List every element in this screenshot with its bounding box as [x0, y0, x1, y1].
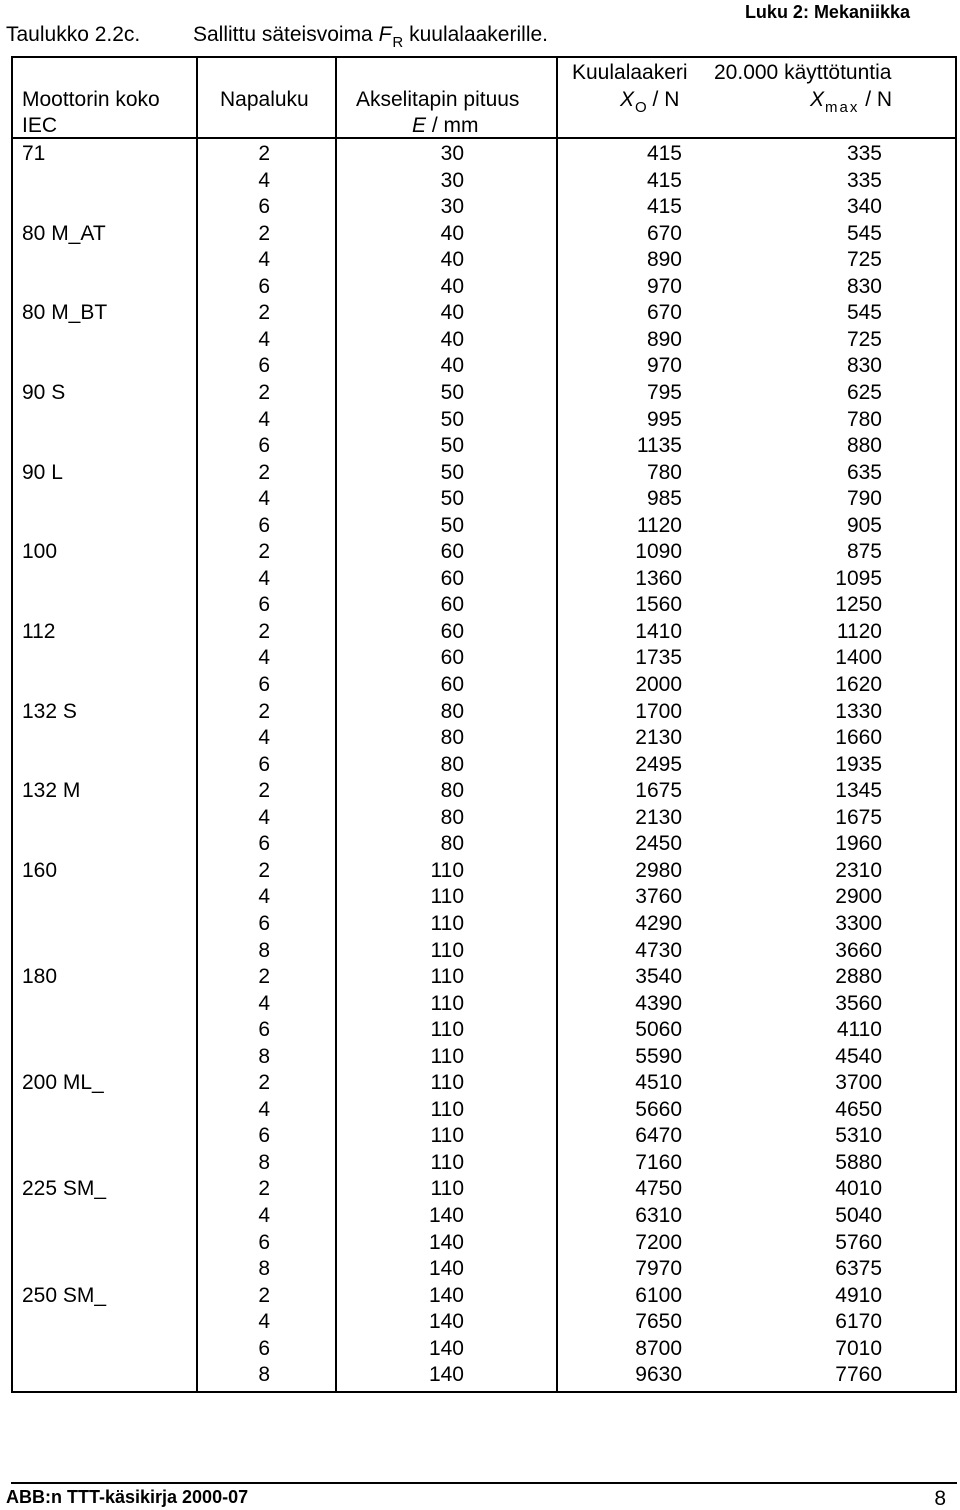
- shaft-length-cell: 60: [440, 567, 464, 590]
- shaft-length-cell: 110: [430, 1071, 464, 1094]
- xmax-cell: 4010: [835, 1177, 882, 1200]
- poles-cell: 2: [258, 540, 270, 563]
- footer-source: ABB:n TTT-käsikirja 2000-07: [6, 1487, 249, 1507]
- poles-cell: 6: [258, 1018, 270, 1041]
- x0-cell: 415: [646, 142, 682, 165]
- xmax-cell: 790: [846, 487, 882, 510]
- motor-size-cell: 200 ML_: [22, 1071, 104, 1094]
- xmax-cell: 725: [846, 328, 882, 351]
- xmax-cell: 1250: [835, 593, 882, 616]
- xmax-cell: 3660: [835, 939, 882, 962]
- xmax-cell: 905: [846, 514, 882, 537]
- x0-cell: 7650: [635, 1310, 682, 1333]
- poles-cell: 2: [258, 700, 270, 723]
- motor-size-cell: 180: [22, 965, 58, 988]
- x0-cell: 7200: [635, 1231, 682, 1254]
- x0-cell: 2450: [635, 832, 682, 855]
- shaft-length-cell: 40: [440, 301, 464, 324]
- shaft-length-cell: 60: [440, 646, 464, 669]
- shaft-length-cell: 110: [430, 1045, 464, 1068]
- x0-cell: 8700: [635, 1337, 682, 1360]
- poles-cell: 4: [258, 1098, 270, 1121]
- poles-cell: 6: [258, 673, 270, 696]
- poles-cell: 4: [258, 487, 270, 510]
- xmax-cell: 1120: [836, 620, 882, 643]
- title-suffix: kuulalaakerille.: [403, 23, 548, 46]
- motor-size-cell: 132 M: [22, 779, 81, 802]
- shaft-length-cell: 50: [440, 487, 464, 510]
- xmax-cell: 4540: [835, 1045, 882, 1068]
- x0-unit: / N: [646, 88, 680, 111]
- xmax-cell: 1935: [835, 753, 882, 776]
- page-number: 8: [934, 1487, 946, 1510]
- poles-cell: 2: [258, 859, 270, 882]
- shaft-length-cell: 140: [428, 1284, 464, 1307]
- shaft-length-cell: 50: [440, 434, 464, 457]
- shaft-length-cell: 110: [430, 992, 464, 1015]
- xmax-cell: 7010: [835, 1337, 882, 1360]
- motor-size-cell: 132 S: [22, 700, 77, 723]
- shaft-length-cell: 140: [428, 1363, 464, 1386]
- x0-cell: 9630: [635, 1363, 682, 1386]
- motor-size-cell: 250 SM_: [22, 1284, 107, 1307]
- shaft-length-cell: 110: [430, 1098, 464, 1121]
- col-x0: [620, 88, 680, 116]
- poles-cell: 4: [258, 328, 270, 351]
- xmax-cell: 830: [846, 354, 882, 377]
- shaft-length-cell: 140: [428, 1204, 464, 1227]
- xmax-cell: 1345: [835, 779, 882, 802]
- x0-cell: 890: [646, 328, 682, 351]
- x0-cell: 415: [646, 195, 682, 218]
- hours-label: 20.000 käyttötuntia: [714, 61, 892, 84]
- poles-cell: 2: [258, 1284, 270, 1307]
- shaft-length-cell: 140: [428, 1231, 464, 1254]
- shaft-length-cell: 30: [440, 169, 464, 192]
- x0-cell: 1700: [635, 700, 682, 723]
- xmax-cell: 5760: [835, 1231, 882, 1254]
- shaft-length-cell: 50: [440, 514, 464, 537]
- x0-cell: 4510: [635, 1071, 682, 1094]
- x0-cell: 1135: [636, 434, 682, 457]
- xmax-cell: 1400: [835, 646, 882, 669]
- xmax-cell: 635: [846, 461, 882, 484]
- x0-cell: 6470: [635, 1124, 682, 1147]
- poles-cell: 4: [258, 885, 270, 908]
- poles-cell: 4: [258, 1204, 270, 1227]
- shaft-length-cell: 50: [440, 381, 464, 404]
- x0-cell: 2000: [635, 673, 682, 696]
- motor-size-cell: 160: [22, 859, 58, 882]
- xmax-cell: 2900: [835, 885, 882, 908]
- shaft-length-cell: 140: [428, 1337, 464, 1360]
- shaft-length-cell: 110: [430, 1177, 464, 1200]
- poles-cell: 6: [258, 1124, 270, 1147]
- shaft-length-cell: 50: [440, 408, 464, 431]
- x0-cell: 970: [646, 354, 682, 377]
- poles-cell: 8: [258, 1045, 270, 1068]
- col-motor-line2: IEC: [22, 114, 58, 137]
- x0-cell: 2130: [635, 726, 682, 749]
- motor-size-cell: 225 SM_: [22, 1177, 107, 1200]
- shaft-length-cell: 80: [440, 779, 464, 802]
- xmax-cell: 6375: [835, 1257, 882, 1280]
- x0-cell: 970: [646, 275, 682, 298]
- chapter-label: Luku 2: Mekaniikka: [744, 2, 910, 22]
- shaft-length-cell: 80: [440, 753, 464, 776]
- poles-cell: 6: [258, 514, 270, 537]
- poles-cell: 6: [258, 434, 270, 457]
- xmax-cell: 335: [846, 142, 882, 165]
- poles-cell: 6: [258, 593, 270, 616]
- x0-cell: 780: [646, 461, 682, 484]
- poles-cell: 6: [258, 275, 270, 298]
- xmax-cell: 625: [846, 381, 882, 404]
- poles-cell: 2: [258, 222, 270, 245]
- shaft-length-cell: 60: [440, 620, 464, 643]
- x0-cell: 1410: [635, 620, 682, 643]
- x0-cell: 1735: [635, 646, 682, 669]
- xmax-cell: 1330: [835, 700, 882, 723]
- shaft-length-cell: 80: [440, 700, 464, 723]
- col-divider-3: [556, 56, 558, 1393]
- xmax-sub: max: [825, 99, 860, 116]
- x0-cell: 795: [646, 381, 682, 404]
- xmax-cell: 4910: [835, 1284, 882, 1307]
- poles-cell: 2: [258, 461, 270, 484]
- shaft-length-cell: 30: [440, 142, 464, 165]
- poles-cell: 2: [258, 381, 270, 404]
- xmax-cell: 880: [846, 434, 882, 457]
- shaft-length-cell: 40: [440, 354, 464, 377]
- xmax-cell: 7760: [835, 1363, 882, 1386]
- shaft-length-cell: 110: [430, 859, 464, 882]
- poles-cell: 4: [258, 1310, 270, 1333]
- x0-cell: 4750: [635, 1177, 682, 1200]
- x0-cell: 6100: [635, 1284, 682, 1307]
- x0-cell: 6310: [635, 1204, 682, 1227]
- poles-cell: 4: [258, 169, 270, 192]
- x0-cell: 670: [646, 222, 682, 245]
- poles-cell: 8: [258, 1363, 270, 1386]
- x0-cell: 985: [646, 487, 682, 510]
- poles-cell: 4: [258, 567, 270, 590]
- shaft-length-cell: 60: [440, 593, 464, 616]
- shaft-length-cell: 110: [430, 965, 464, 988]
- x0-cell: 4730: [635, 939, 682, 962]
- xmax-cell: 725: [846, 248, 882, 271]
- x0-cell: 1675: [635, 779, 682, 802]
- x0-cell: 2495: [635, 753, 682, 776]
- xmax-cell: 875: [846, 540, 882, 563]
- col-xmax: [810, 88, 893, 116]
- poles-cell: 4: [258, 408, 270, 431]
- shaft-length-cell: 50: [440, 461, 464, 484]
- x0-cell: 4390: [635, 992, 682, 1015]
- xmax-cell: 4110: [836, 1018, 882, 1041]
- shaft-length-cell: 110: [430, 1018, 464, 1041]
- xmax-unit: / N: [859, 88, 893, 111]
- col-divider-2: [335, 56, 337, 1393]
- xmax-cell: 6170: [835, 1310, 882, 1333]
- shaft-length-cell: 60: [440, 540, 464, 563]
- shaft-length-cell: 80: [440, 806, 464, 829]
- x0-cell: 4290: [635, 912, 682, 935]
- xmax-cell: 1095: [835, 567, 882, 590]
- shaft-length-cell: 110: [430, 1124, 464, 1147]
- x0-cell: 3760: [635, 885, 682, 908]
- x0-cell: 2980: [635, 859, 682, 882]
- shaft-length-cell: 110: [430, 912, 464, 935]
- poles-cell: 6: [258, 195, 270, 218]
- motor-size-cell: 112: [22, 620, 56, 643]
- poles-cell: 2: [258, 620, 270, 643]
- poles-cell: 4: [258, 248, 270, 271]
- xmax-cell: 3700: [835, 1071, 882, 1094]
- shaft-length-cell: 80: [440, 832, 464, 855]
- x0-cell: 7970: [635, 1257, 682, 1280]
- poles-cell: 6: [258, 832, 270, 855]
- shaft-length-cell: 110: [430, 939, 464, 962]
- xmax-cell: 1620: [835, 673, 882, 696]
- motor-size-cell: 71: [22, 142, 46, 165]
- poles-cell: 2: [258, 779, 270, 802]
- x0-cell: 5060: [635, 1018, 682, 1041]
- xmax-cell: 545: [846, 301, 882, 324]
- poles-cell: 2: [258, 1071, 270, 1094]
- xmax-cell: 335: [846, 169, 882, 192]
- poles-cell: 8: [258, 939, 270, 962]
- title-symbol: F: [378, 23, 392, 46]
- shaft-length-cell: 80: [440, 726, 464, 749]
- shaft-length-cell: 140: [428, 1257, 464, 1280]
- xmax-cell: 3300: [835, 912, 882, 935]
- poles-cell: 6: [258, 354, 270, 377]
- x0-symbol: X: [620, 88, 635, 111]
- xmax-cell: 5880: [835, 1151, 882, 1174]
- xmax-cell: 780: [846, 408, 882, 431]
- shaft-length-cell: 140: [428, 1310, 464, 1333]
- motor-size-cell: 80 M_AT: [22, 222, 106, 245]
- shaft-length-cell: 110: [430, 885, 464, 908]
- x0-cell: 1090: [635, 540, 682, 563]
- title-prefix: Sallittu säteisvoima: [193, 23, 379, 46]
- x0-cell: 2130: [635, 806, 682, 829]
- poles-cell: 2: [258, 965, 270, 988]
- footer-rule: [11, 1482, 957, 1484]
- poles-cell: 2: [258, 142, 270, 165]
- header-divider: [11, 137, 957, 139]
- title-symbol-sub: R: [392, 34, 404, 51]
- x0-cell: 1360: [635, 567, 682, 590]
- poles-cell: 2: [258, 301, 270, 324]
- poles-cell: 2: [258, 1177, 270, 1200]
- x0-cell: 5660: [635, 1098, 682, 1121]
- xmax-cell: 5310: [835, 1124, 882, 1147]
- motor-size-cell: 90 S: [22, 381, 66, 404]
- motor-size-cell: 90 L: [22, 461, 63, 484]
- shaft-length-cell: 30: [440, 195, 464, 218]
- motor-size-cell: 100: [22, 540, 58, 563]
- xmax-cell: 2880: [835, 965, 882, 988]
- col-motor-line1: Moottorin koko: [22, 88, 160, 111]
- xmax-cell: 340: [846, 195, 882, 218]
- shaft-length-cell: 40: [440, 275, 464, 298]
- shaft-length-cell: 110: [430, 1151, 464, 1174]
- poles-cell: 6: [258, 912, 270, 935]
- xmax-cell: 1660: [835, 726, 882, 749]
- col-shaft-line1: Akselitapin pituus: [356, 88, 520, 111]
- x0-cell: 3540: [635, 965, 682, 988]
- x0-cell: 890: [646, 248, 682, 271]
- shaft-length-cell: 60: [440, 673, 464, 696]
- poles-cell: 4: [258, 646, 270, 669]
- col-poles: Napaluku: [220, 88, 309, 111]
- col-shaft-line2: [412, 115, 479, 136]
- shaft-length-cell: 40: [440, 328, 464, 351]
- poles-cell: 4: [258, 726, 270, 749]
- table-title: [193, 23, 548, 51]
- xmax-cell: 1960: [835, 832, 882, 855]
- poles-cell: 8: [258, 1151, 270, 1174]
- xmax-cell: 1675: [835, 806, 882, 829]
- shaft-length-cell: 40: [440, 248, 464, 271]
- shaft-symbol: E: [412, 114, 427, 137]
- x0-cell: 670: [646, 301, 682, 324]
- shaft-unit: / mm: [426, 114, 479, 137]
- xmax-symbol: X: [810, 88, 825, 111]
- poles-cell: 6: [258, 753, 270, 776]
- table-id: Taulukko 2.2c.: [6, 23, 141, 46]
- xmax-cell: 4650: [835, 1098, 882, 1121]
- x0-cell: 7160: [635, 1151, 682, 1174]
- poles-cell: 6: [258, 1231, 270, 1254]
- x0-cell: 5590: [635, 1045, 682, 1068]
- xmax-cell: 2310: [835, 859, 882, 882]
- x0-cell: 415: [646, 169, 682, 192]
- motor-size-cell: 80 M_BT: [22, 301, 108, 324]
- x0-cell: 1560: [635, 593, 682, 616]
- poles-cell: 4: [258, 806, 270, 829]
- xmax-cell: 5040: [835, 1204, 882, 1227]
- bearing-label: Kuulalaakeri: [572, 61, 688, 84]
- x0-sub: O: [635, 99, 647, 116]
- xmax-cell: 545: [846, 222, 882, 245]
- poles-cell: 4: [258, 992, 270, 1015]
- poles-cell: 8: [258, 1257, 270, 1280]
- xmax-cell: 3560: [835, 992, 882, 1015]
- poles-cell: 6: [258, 1337, 270, 1360]
- x0-cell: 1120: [636, 514, 682, 537]
- x0-cell: 995: [646, 408, 682, 431]
- xmax-cell: 830: [846, 275, 882, 298]
- shaft-length-cell: 40: [440, 222, 464, 245]
